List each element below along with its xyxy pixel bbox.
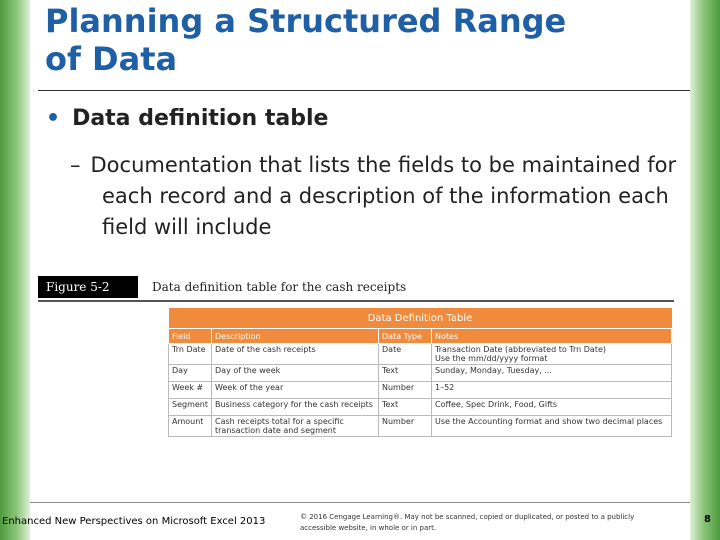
- table-cell: Sunday, Monday, Tuesday, ...: [432, 365, 672, 382]
- table-cell: Day of the week: [212, 365, 379, 382]
- table-cell: Date: [379, 344, 432, 365]
- column-header: Description: [212, 329, 379, 344]
- column-header: Data Type: [379, 329, 432, 344]
- table-row: [169, 365, 672, 382]
- table-cell: Segment: [169, 399, 212, 416]
- table-cell: Use the Accounting format and show two decimal places: [432, 416, 672, 437]
- figure-caption: Data definition table for the cash receipts: [152, 280, 407, 294]
- table-cell: Week of the year: [212, 382, 379, 399]
- table-row: [169, 382, 672, 399]
- table-title: Data Definition Table: [169, 308, 672, 329]
- sub-bullet-item: [70, 150, 702, 243]
- table-cell: Day: [169, 365, 212, 382]
- slide-title: Planning a Structured Range of Data: [45, 2, 567, 78]
- column-header: Field: [169, 329, 212, 344]
- table-cell: Number: [379, 416, 432, 437]
- sub-bullet-text: Documentation that lists the fields to be maintained for each record and a description of the information each field will include: [90, 153, 677, 239]
- table-cell: Trn Date: [169, 344, 212, 365]
- table-cell: Text: [379, 365, 432, 382]
- bullet-text: Data definition table: [72, 106, 329, 131]
- left-decorative-bar: [0, 0, 30, 540]
- figure-label: Figure 5-2: [38, 276, 138, 298]
- bullet-item: [46, 106, 328, 131]
- table-cell: Transaction Date (abbreviated to Trn Date) Use the mm/dd/yyyy format: [432, 344, 672, 365]
- table-cell: Number: [379, 382, 432, 399]
- footer-copyright: © 2016 Cengage Learning®. May not be scanned, copied or duplicated, or posted to a publicly accessible website, in whole or in part.: [300, 513, 635, 532]
- dash-icon: –: [70, 153, 81, 177]
- bullet-dot-icon: •: [46, 106, 61, 131]
- table-cell: Week #: [169, 382, 212, 399]
- table-cell: Amount: [169, 416, 212, 437]
- title-divider: [38, 90, 690, 91]
- table-cell: Date of the cash receipts: [212, 344, 379, 365]
- right-decorative-bar: [690, 0, 720, 540]
- table-cell: Cash receipts total for a specific transaction date and segment: [212, 416, 379, 437]
- table-row: [169, 344, 672, 365]
- table-cell: Coffee, Spec Drink, Food, Gifts: [432, 399, 672, 416]
- figure: [38, 274, 674, 474]
- data-definition-table: [168, 308, 672, 437]
- table-cell: Text: [379, 399, 432, 416]
- footer-divider: [30, 502, 690, 503]
- column-header: Notes: [432, 329, 672, 344]
- footer-book-title: Enhanced New Perspectives on Microsoft Excel 2013: [2, 516, 266, 527]
- figure-header: [38, 274, 674, 302]
- table-row: [169, 416, 672, 437]
- page-number: 8: [704, 514, 711, 525]
- table-cell: 1–52: [432, 382, 672, 399]
- table-cell: Business category for the cash receipts: [212, 399, 379, 416]
- table-row: [169, 399, 672, 416]
